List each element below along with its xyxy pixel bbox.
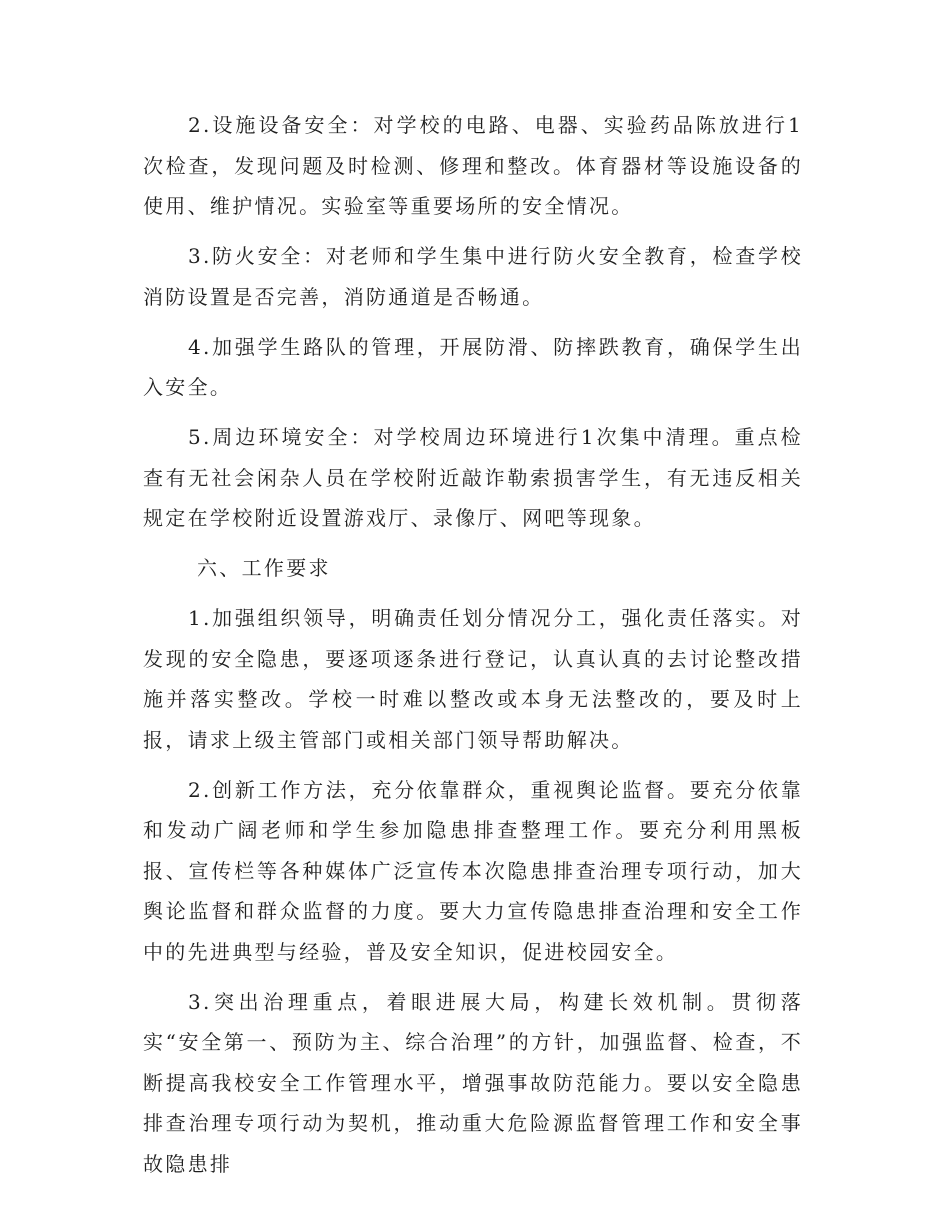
paragraph-fire-safety: 3.防火安全：对老师和学生集中进行防火安全教育，检查学校消防设置是否完善，消防通道是否畅通。 (143, 244, 803, 309)
section-heading-work-requirements: 六、工作要求 (197, 556, 331, 580)
document-body (143, 105, 803, 1194)
paragraph-student-queue: 4.加强学生路队的管理，开展防滑、防摔跌教育，确保学生出入安全。 (143, 334, 803, 399)
paragraph-organization-leadership: 1.加强组织领导，明确责任划分情况分工，强化责任落实。对发现的安全隐患，要逐项逐条进行登记，认真认真的去讨论整改措施并落实整改。学校一时难以整改或本身无法整改的，要及时上报，请求上级主管部门或相关部门领导帮助解决。 (143, 606, 803, 752)
paragraph-governance-focus: 3.突出治理重点，着眼进展大局，构建长效机制。贯彻落实“安全第一、预防为主、综合治理”的方针，加强监督、检查，不断提高我校安全工作管理水平，增强事故防范能力。要以安全隐患排查治理专项行动为契机，推动重大危险源监督管理工作和安全事故隐患排 (143, 989, 803, 1176)
paragraph-surrounding-safety: 5.周边环境安全：对学校周边环境进行1次集中清理。重点检查有无社会闲杂人员在学校附近敲诈勒索损害学生，有无违反相关规定在学校附近设置游戏厅、录像厅、网吧等现象。 (143, 425, 803, 530)
paragraph-innovate-methods: 2.创新工作方法，充分依靠群众，重视舆论监督。要充分依靠和发动广阔老师和学生参加隐患排查整理工作。要充分利用黑板报、宣传栏等各种媒体广泛宣传本次隐患排查治理专项行动，加大舆论监督和群众监督的力度。要大力宣传隐患排查治理和安全工作中的先进典型与经验，普及安全知识，促进校园安全。 (143, 777, 803, 964)
paragraph-facility-safety: 2.设施设备安全：对学校的电路、电器、实验药品陈放进行1次检查，发现问题及时检测、修理和整改。体育器材等设施设备的使用、维护情况。实验室等重要场所的安全情况。 (143, 113, 803, 218)
